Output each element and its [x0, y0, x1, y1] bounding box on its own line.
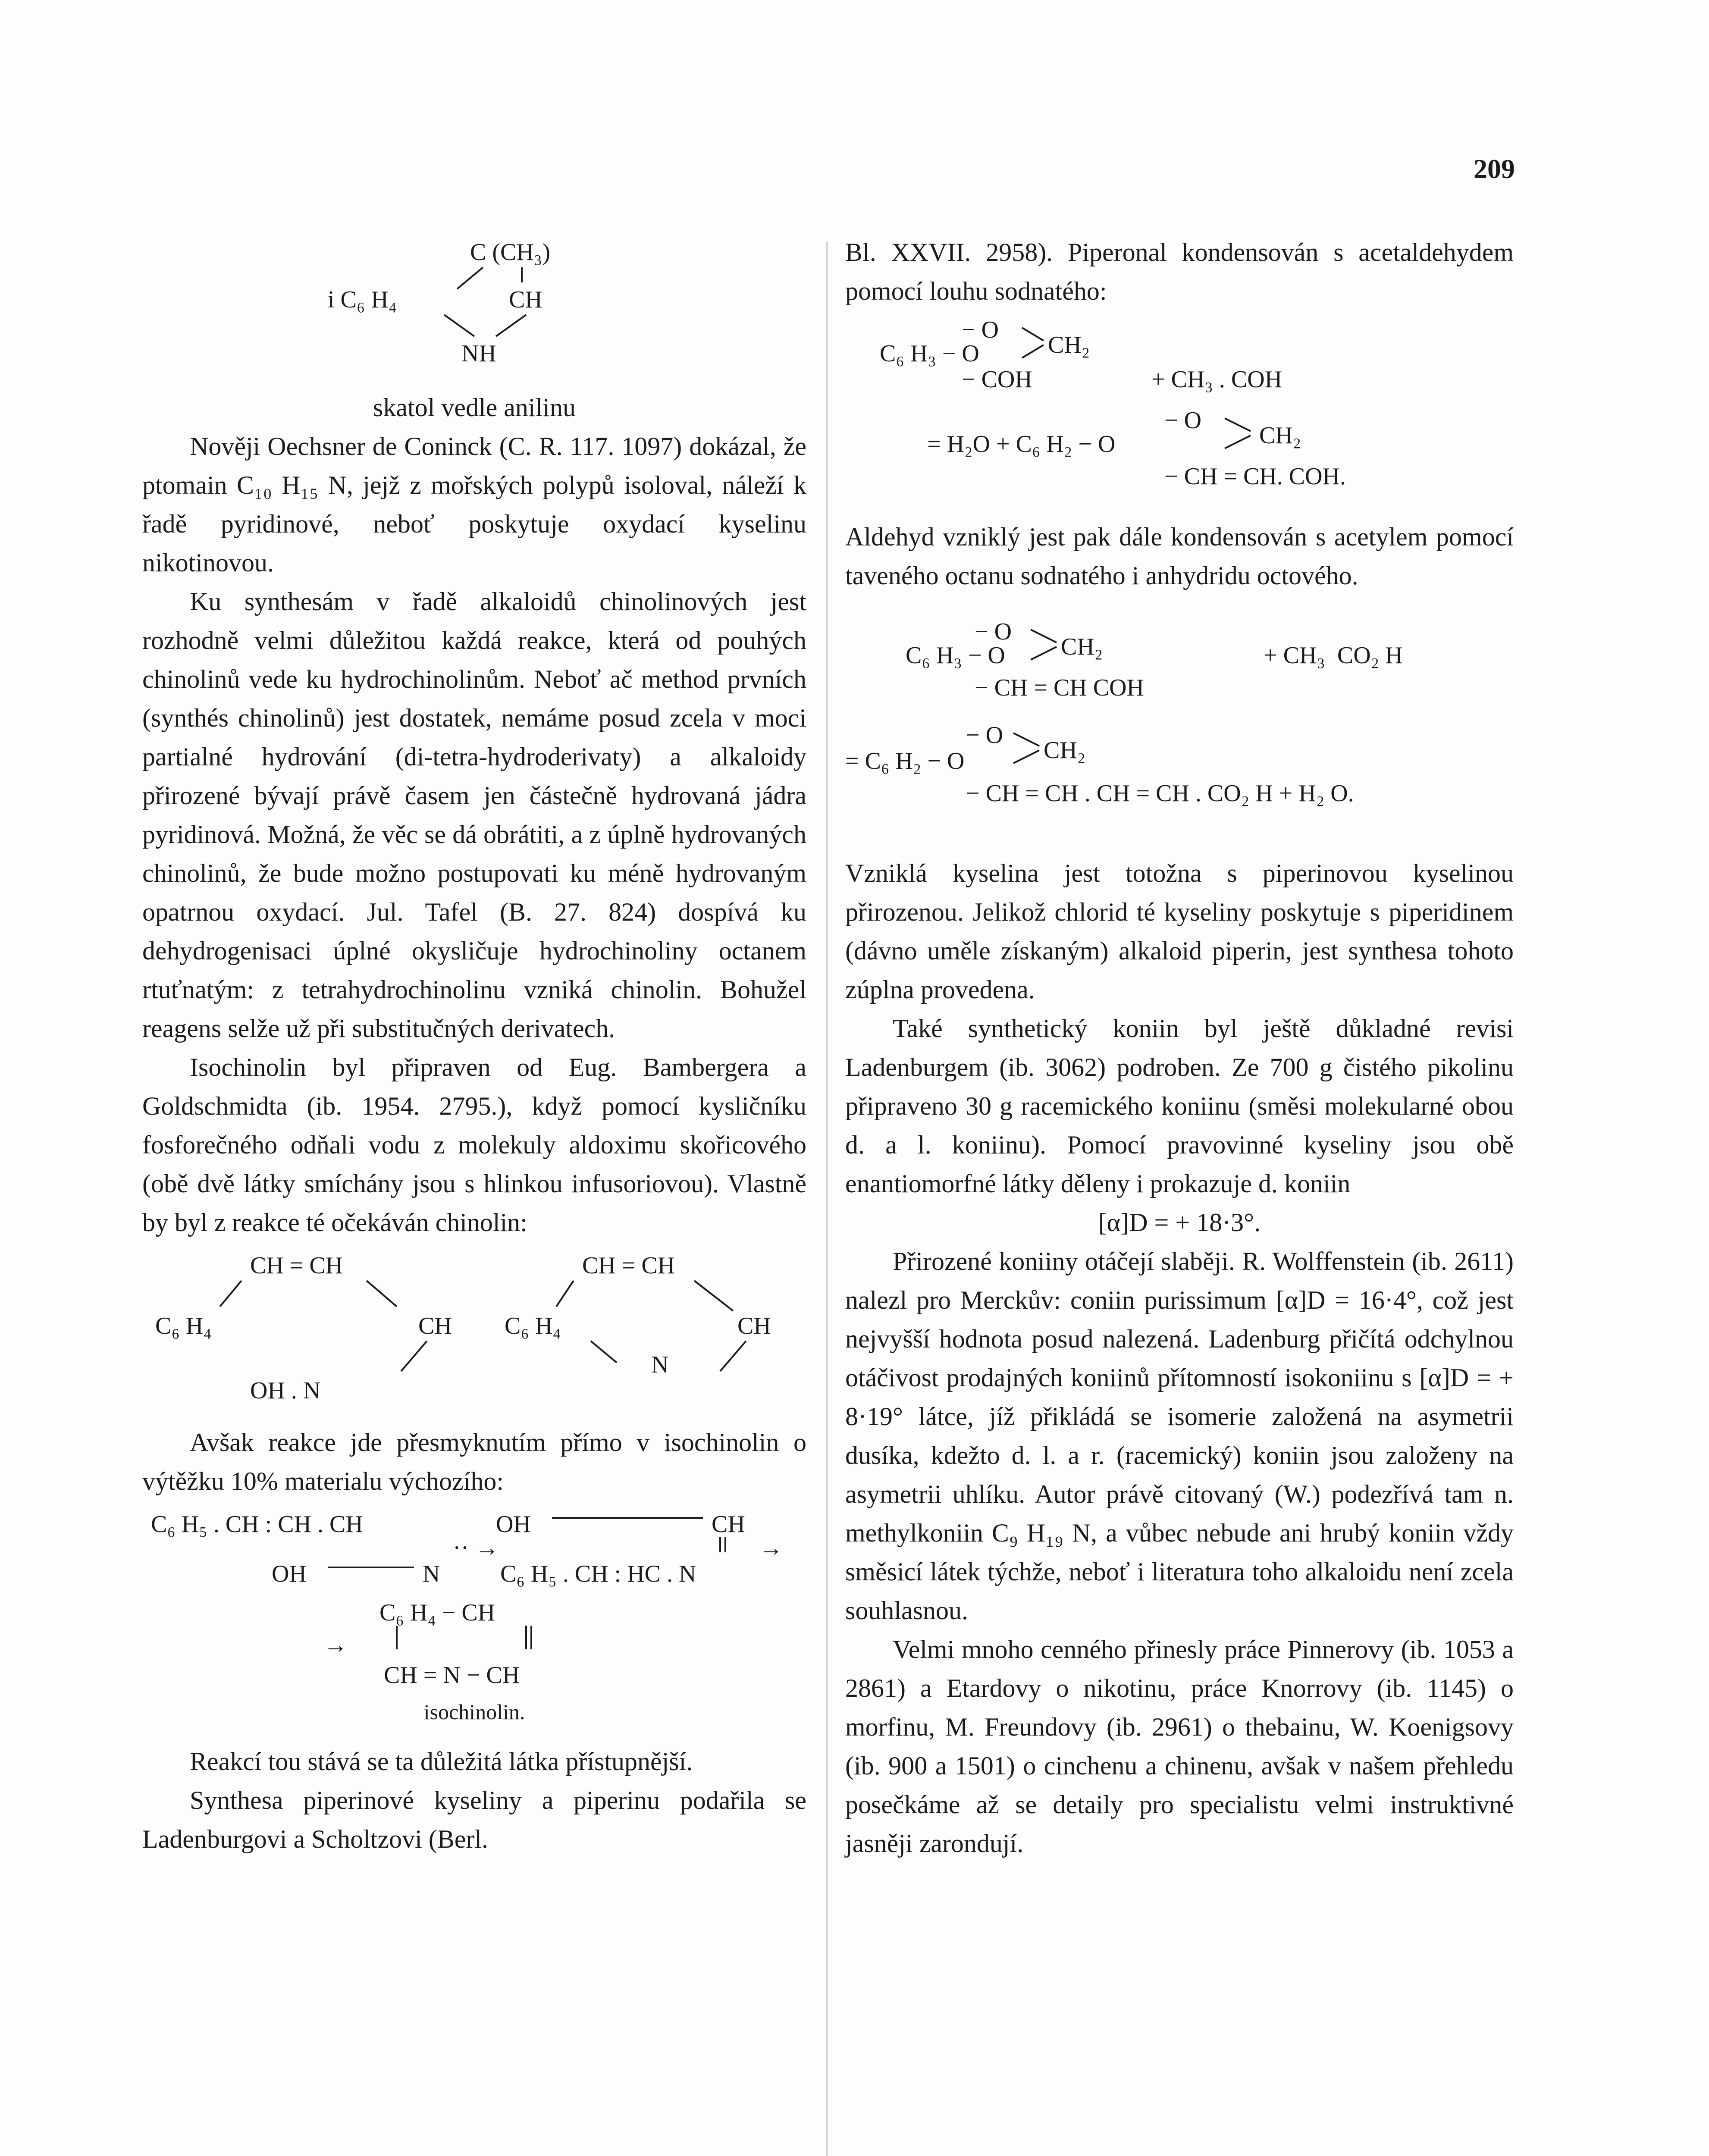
formula-isochinolin — [142, 1501, 806, 1742]
eq1-r2b: CH₂ — [1259, 422, 1301, 449]
eq1-r3: − CH = CH. COH. — [1164, 463, 1346, 490]
chinolin-a-left: C₆ H₄ — [155, 1313, 212, 1339]
iso-r3: C₆ H₄ − CH — [379, 1599, 495, 1626]
formula-skatol — [142, 233, 806, 405]
skatol-top: C (CH₃) — [470, 239, 550, 266]
formula-chinolin — [142, 1242, 806, 1423]
iso-r2-n: N — [423, 1561, 440, 1587]
skatol-benzene: i C₆ H₄ — [328, 286, 397, 313]
eq1-l1: − O — [962, 317, 999, 343]
eq2-l2a: C₆ H₃ − O — [906, 642, 1005, 669]
eq1-r1: − O — [1164, 407, 1202, 434]
iso-arrow-2: → — [759, 1535, 783, 1561]
left-paragraph-3: Isochinolin byl připraven od Eug. Bambergera a Goldschmidta (ib. 1954. 2795.), když pomocí kysličníku fosforečného odňali vodu z molekuly aldoximu skořicového (obě dvě látky smíchány jsou s hlinkou infusoriovou). Vlastně by byl z reakce té očekáván chinolin: — [142, 1053, 806, 1237]
skatol-nh: NH — [461, 340, 496, 367]
iso-bonds — [142, 1501, 806, 1742]
equation-2 — [845, 612, 1514, 854]
iso-r2-chain: C₆ H₅ . CH : HC . N — [500, 1561, 696, 1587]
chinolin-a-right: CH — [418, 1313, 452, 1339]
skatol-caption: skatol vedle anilinu — [373, 393, 576, 422]
right-paragraph-3: Vzniklá kyselina jest totožna s piperinovou kyselinou přirozenou. Jelikož chlorid té kyseliny poskytuje s piperidinem (dávno uměle získaným) alkaloid piperin, jest synthesa tohoto zúplna provedena. — [845, 859, 1514, 1004]
iso-r1: C₆ H₅ . CH : CH . CH — [151, 1511, 363, 1538]
chinolin-b-top: CH = CH — [582, 1252, 675, 1279]
eq2-plus: + CH₃ CO₂ H — [1264, 642, 1403, 669]
left-paragraph-5: Reakcí tou stává se ta důležitá látka přístupnější. — [190, 1747, 693, 1776]
eq1-plus: + CH₃ . COH — [1151, 366, 1283, 393]
equation-1 — [845, 310, 1514, 517]
eq2-r3: − CH = CH . CH = CH . CO₂ H + H₂ O. — [966, 780, 1354, 807]
iso-arrow-1: ·· → — [453, 1535, 499, 1561]
chinolin-b-right: CH — [737, 1313, 771, 1339]
iso-arrow-3: → — [323, 1632, 348, 1658]
iso-r1-ch: CH — [712, 1511, 745, 1538]
left-paragraph-4: Avšak reakce jde přesmyknutím přímo v isochinolin o výtěžku 10% materialu výchozího: — [142, 1428, 806, 1495]
right-column — [845, 233, 1514, 1863]
right-paragraph-5: Přirozené koniiny otáčejí slaběji. R. Wolffenstein (ib. 2611) nalezl pro Merckův: coniin purissimum [α]D = 16·4°, což jest nejvyšší hodnota posud nalezená. Ladenburg přičítá odchylnou otáčivost prodajných koniinů přítomností isokoniinu s [α]D = + 8·19° látce, jíž přikládá se isomerie založená na asymetrii dusíka, kdežto d. l. a r. (racemický) koniin jsou založeny na asymetrii uhlíku. Autor právě citovaný (W.) podezřívá tam n. methylkoniin C₉ H₁₉ N, a vůbec nebude ani hrubý koniin vždy směsicí látek týchže, neboť i literatura toho alkaloidu není zcela souhlasnou. — [845, 1247, 1514, 1625]
koniin-rotation: [α]D = + 18·3°. — [1098, 1208, 1261, 1237]
right-paragraph-1: Bl. XXVII. 2958). Piperonal kondensován s acetaldehydem pomocí louhu sodnatého: — [845, 238, 1514, 305]
page-number: 209 — [1474, 154, 1515, 184]
iso-caption: isochinolin. — [423, 1700, 525, 1724]
chinolin-b-left: C₆ H₄ — [505, 1313, 561, 1339]
eq2-l3: − CH = CH COH — [975, 674, 1144, 701]
iso-r1-oh: OH — [496, 1511, 531, 1538]
eq1-r2a: = H₂O + C₆ H₂ − O — [927, 431, 1116, 458]
left-paragraph-2: Ku synthesám v řadě alkaloidů chinolinových jest rozhodně velmi důležitou každá reakce, která od pouhých chinolinů vede ku hydrochinolinům. Neboť ač method prvních (synthés chinolinů) jest dostatek, nemáme posud zcela v moci partialné hydrování (di-tetra-hydroderivaty) a alkaloidy přirozené bývají právě časem jen částečně hydrovaná jádra pyridinová. Možná, že věc se dá obrátiti, a z úplně hydrovaných chinolinů, že bude možno postupovati ku méně hydrovaným opatrnou oxydací. Jul. Tafel (B. 27. 824) dospívá ku dehydrogenisaci úplné okysličuje hydrochinoliny octanem rtuťnatým: z tetrahydrochinolinu vzniká chinolin. Bohužel reagens selže už při substitučných derivatech. — [142, 587, 806, 1043]
left-paragraph-1: Nověji Oechsner de Coninck (C. R. 117. 1097) dokázal, že ptomain C₁₀ H₁₅ N, jejž z mořských polypů isoloval, náleží k řadě pyridinové, neboť poskytuje oxydací kyselinu nikotinovou. — [142, 432, 806, 577]
chinolin-b-n: N — [651, 1351, 669, 1378]
eq2-r2a: = C₆ H₂ − O — [845, 748, 965, 774]
chinolin-a-bottom: OH . N — [250, 1377, 321, 1404]
chinolin-bonds — [142, 1242, 806, 1423]
eq2-l1: − O — [975, 618, 1012, 645]
eq2-l2b: CH₂ — [1061, 633, 1103, 660]
eq2-r2b: CH₂ — [1044, 737, 1086, 764]
eq2-bonds — [845, 612, 1514, 854]
right-paragraph-6: Velmi mnoho cenného přinesly práce Pinnerovy (ib. 1053 a 2861) a Etardovy o nikotinu, práce Knorrovy (ib. 1145) o morfinu, M. Freundovy (ib. 2961) o thebainu, W. Koenigsovy (ib. 900 a 1501) o cinchenu a chinenu, avšak v našem přehledu posečkáme až se detaily pro specialistu velmi instruktivné jasněji zarondují. — [845, 1635, 1514, 1858]
eq2-r1: − O — [966, 722, 1003, 749]
chinolin-a-top: CH = CH — [250, 1252, 343, 1279]
left-paragraph-6: Synthesa piperinové kyseliny a piperinu podařila se Ladenburgovi a Scholtzovi (Berl. — [142, 1786, 806, 1853]
eq1-l3: − COH — [962, 366, 1032, 393]
eq1-bonds — [845, 310, 1514, 517]
eq1-l2b: CH₂ — [1048, 332, 1090, 358]
iso-r5: CH = N − CH — [384, 1662, 520, 1689]
skatol-bonds — [142, 233, 574, 371]
eq1-l2a: C₆ H₃ − O — [880, 340, 979, 367]
skatol-ch: CH — [509, 286, 542, 313]
left-column — [142, 233, 806, 1858]
iso-r2-oh: OH — [272, 1561, 307, 1587]
right-paragraph-2: Aldehyd vzniklý jest pak dále kondensován s acetylem pomocí taveného octanu sodnatého i anhydridu octového. — [845, 523, 1514, 590]
right-paragraph-4: Také synthetický koniin byl ještě důkladné revisi Ladenburgem (ib. 3062) podroben. Ze 700 g čistého pikolinu připraveno 30 g racemického koniinu (směsi molekularné obou d. a l. koniinu). Pomocí pravovinné kyseliny jsou obě enantiomorfné látky děleny i prokazuje d. koniin — [845, 1014, 1514, 1198]
